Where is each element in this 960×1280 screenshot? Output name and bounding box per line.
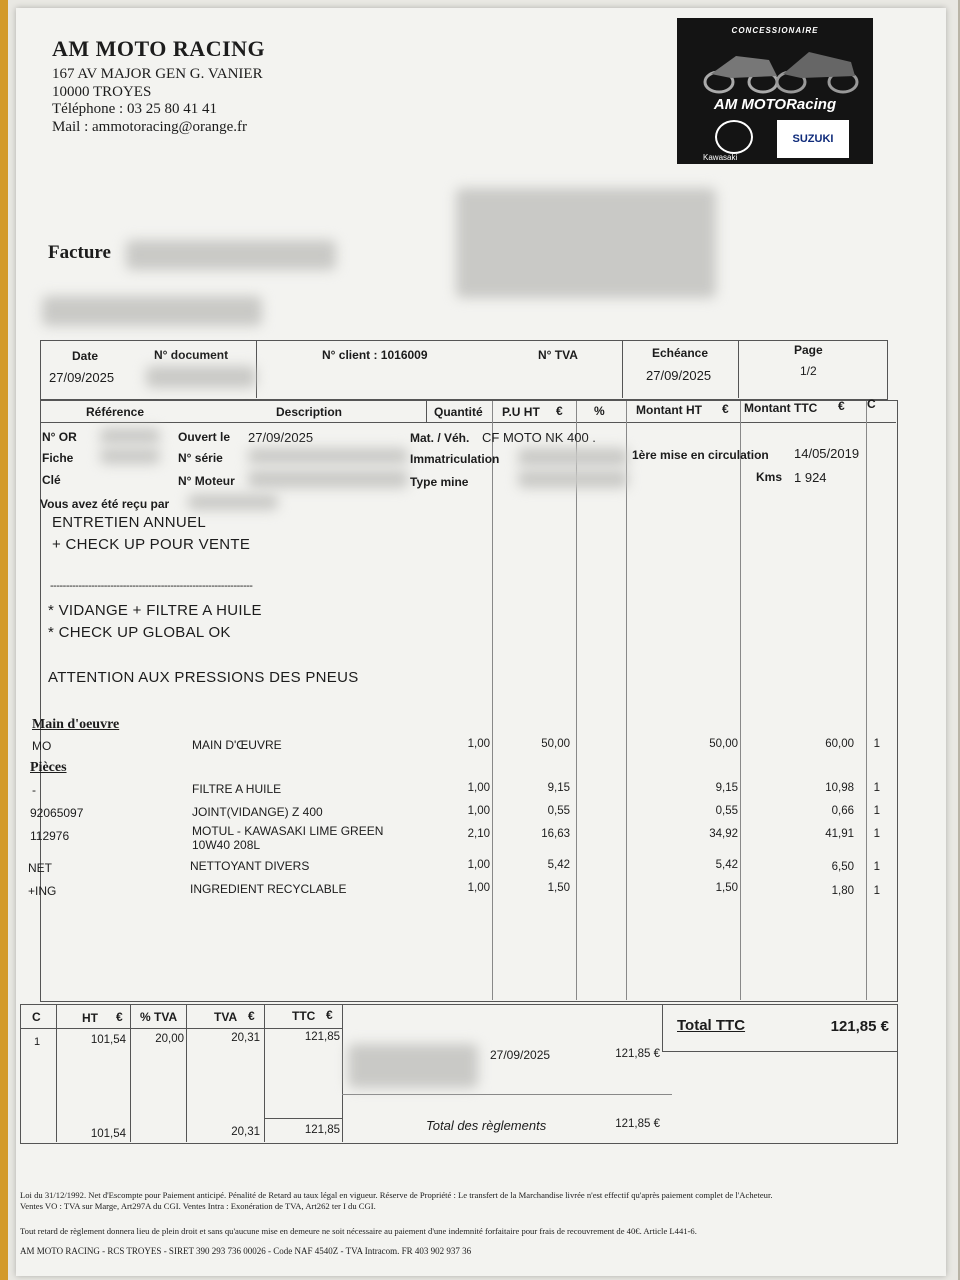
first-registration-label: 1ère mise en circulation [632,448,769,462]
item-ref: MO [32,739,52,753]
legal-notice [20,1190,900,1212]
grand-total-value: 121,85 € [830,1018,889,1035]
item-qty: 1,00 [467,782,490,794]
item-desc: INGREDIENT RECYCLABLE [190,882,347,896]
totals-c-label: C [32,1010,41,1024]
item-unit-price: 1,50 [547,882,570,894]
redacted-reference [42,296,262,326]
item-unit-price: 50,00 [541,738,570,750]
tva-number-label: N° TVA [538,348,578,362]
item-amount-ht: 9,15 [715,782,738,794]
col-montant-ht: Montant HT [636,403,702,417]
legal-line-1: Loi du 31/12/1992. Net d'Escompte pour Paiement anticipé. Pénalité de Retard au taux légal en vigueur. Réserve de Propriété : Le transfert de la Marchandise livrée n'est effectif qu'après paiement complet de l'Acheteur. [20,1190,773,1200]
redacted-customer-address [456,188,716,298]
item-unit-price: 5,42 [547,859,570,871]
item-unit-price: 16,63 [541,828,570,840]
totals-ttc-euro: € [326,1008,333,1022]
item-unit-price: 9,15 [547,782,570,794]
fiche-label: Fiche [42,451,74,465]
note-line-4: * CHECK UP GLOBAL OK [48,624,231,641]
note-line-2: + CHECK UP POUR VENTE [52,536,251,553]
opened-label: Ouvert le [178,430,231,444]
vat-row-tva: 20,31 [231,1032,260,1044]
item-qty: 2,10 [467,828,490,840]
item-amount-ht: 0,55 [715,805,738,817]
motorcycles-icon [691,42,861,94]
item-unit-price: 0,55 [547,805,570,817]
vehicle-model: CF MOTO NK 400 . [482,430,596,445]
vat-row-rate: 20,00 [155,1033,184,1045]
item-amount-ht: 34,92 [709,828,738,840]
company-phone: Téléphone : 03 25 80 41 41 [52,101,217,117]
received-by-label: Vous avez été reçu par [40,497,170,511]
item-ref: NET [28,861,52,875]
item-desc: FILTRE A HUILE [192,782,282,796]
key-label: Clé [42,473,61,487]
logo-kawasaki-text: Kawasaki [703,153,738,162]
item-amount-ttc: 41,91 [825,828,854,840]
item-desc: MAIN D'ŒUVRE [192,738,282,752]
section-labour: Main d'oeuvre [32,717,120,732]
item-code: 1 [873,861,880,873]
item-amount-ht: 5,42 [715,859,738,871]
col-montant-ttc: Montant TTC [744,401,818,415]
totals-ht-label: HT [82,1011,98,1025]
sum-ht: 101,54 [90,1128,126,1140]
col-percent: % [594,404,605,418]
totals-tva-euro: € [248,1009,255,1023]
col-description: Description [276,405,343,419]
kawasaki-emblem-icon [715,120,753,154]
grand-total-label: Total TTC [677,1017,746,1034]
item-amount-ttc: 1,80 [831,885,854,897]
item-qty: 1,00 [467,859,490,871]
item-amount-ttc: 60,00 [825,738,854,750]
vat-row-ttc: 121,85 [304,1031,340,1043]
col-pu-euro: € [556,404,563,418]
logo-dealer-text: CONCESSIONAIRE [731,26,819,35]
payment-date: 27/09/2025 [490,1048,551,1062]
redacted-document-number [146,366,256,388]
logo-suzuki-text: SUZUKI [777,120,849,158]
totals-ht-euro: € [116,1010,123,1024]
dealer-logo [677,18,873,164]
company-mail: Mail : ammotoracing@orange.fr [52,118,247,135]
company-address-line2: 10000 TROYES [52,83,152,100]
item-desc: MOTUL - KAWASAKI LIME GREEN [192,824,384,838]
doc-title: Facture [48,242,111,263]
first-registration-date: 14/05/2019 [794,446,860,461]
item-code: 1 [873,782,880,794]
item-amount-ttc: 6,50 [831,861,854,873]
item-qty: 1,00 [467,805,490,817]
totals-pct-tva-label: % TVA [140,1010,178,1024]
redacted-type-mine [518,470,628,488]
item-code: 1 [873,885,880,897]
item-desc-line2: 10W40 208L [192,838,261,852]
item-code: 1 [873,805,880,817]
sum-tva: 20,31 [231,1126,260,1138]
vehicle-label: Mat. / Véh. [410,431,470,445]
item-desc: NETTOYANT DIVERS [190,859,310,873]
item-desc-block [192,824,383,852]
item-desc: JOINT(VIDANGE) Z 400 [192,805,323,819]
col-reference: Référence [86,405,145,419]
invoice-page [16,8,946,1276]
totals-tva-label: TVA [214,1010,238,1024]
item-qty: 1,00 [467,738,490,750]
col-c: C [867,397,876,411]
col-ht-euro: € [722,402,729,416]
engine-number-label: N° Moteur [178,474,235,488]
vat-row-ht: 101,54 [90,1034,126,1046]
logo-brand-text: AM MOTORacing [713,96,837,113]
client-number: N° client : 1016009 [322,348,428,362]
item-qty: 1,00 [467,882,490,894]
type-mine-label: Type mine [410,475,469,489]
items-table [40,400,898,1002]
opened-date: 27/09/2025 [248,430,314,445]
item-code: 1 [873,828,880,840]
page-label: Page [794,343,823,357]
redacted-payment-method [348,1044,478,1088]
due-date: 27/09/2025 [646,368,712,383]
col-ttc-euro: € [838,399,845,413]
item-amount-ht: 1,50 [715,882,738,894]
section-parts: Pièces [30,760,67,775]
col-pu-ht: P.U HT [502,405,540,419]
or-number-label: N° OR [42,430,77,444]
item-ref: +ING [28,884,57,898]
vat-row-code: 1 [34,1036,41,1048]
document-number-label: N° document [154,348,229,362]
redacted-fiche [100,448,160,464]
redacted-registration [518,448,628,466]
kms-value: 1 924 [794,470,827,485]
note-separator: ---------------------------------------------------------------- [50,580,253,592]
item-amount-ttc: 10,98 [825,782,854,794]
redacted-engine-number [248,470,408,488]
date-label: Date [72,349,99,363]
kms-label: Kms [756,470,783,484]
redacted-received-by [188,494,278,510]
company-name: AM MOTO RACING [52,36,266,61]
totals-ttc-label: TTC [292,1009,316,1023]
invoice-date: 27/09/2025 [49,370,115,385]
payments-total-label: Total des règlements [426,1118,547,1133]
company-address [52,66,263,136]
col-quantite: Quantité [434,405,483,419]
item-code: 1 [873,738,880,750]
company-registration: AM MOTO RACING - RCS TROYES - SIRET 390 293 736 00026 - Code NAF 4540Z - TVA Intracom. FR 403 902 937 36 [20,1246,472,1256]
item-ref: 92065097 [30,806,84,820]
sum-ttc: 121,85 [304,1124,340,1136]
redacted-invoice-number [126,240,336,270]
grand-total-box [662,1004,898,1052]
payments-total-value: 121,85 € [615,1118,660,1130]
note-line-3: * VIDANGE + FILTRE A HUILE [48,602,262,619]
item-ref: 112976 [30,829,70,843]
item-ref: - [32,783,36,797]
page-number: 1/2 [800,364,817,378]
note-line-5: ATTENTION AUX PRESSIONS DES PNEUS [48,669,359,686]
redacted-or-number [100,428,160,444]
item-amount-ttc: 0,66 [831,805,854,817]
company-address-line1: 167 AV MAJOR GEN G. VANIER [52,66,263,82]
legal-line-3: Tout retard de règlement donnera lieu de plein droit et sans qu'aucune mise en demeure ne soit nécessaire au paiement d'une indemnité forfaitaire pour frais de recouvrement de 40€. Article L441-6. [20,1226,697,1236]
echeance-label: Echéance [652,346,709,360]
item-amount-ht: 50,00 [709,738,738,750]
redacted-serial [248,448,408,464]
serial-label: N° série [178,451,223,465]
note-line-1: ENTRETIEN ANNUEL [52,514,206,531]
payment-amount: 121,85 € [615,1048,660,1060]
registration-label: Immatriculation [410,452,500,466]
legal-line-2: Ventes VO : TVA sur Marge, Art297A du CGI. Ventes Intra : Exonération de TVA, Art262 ter I du CGI. [20,1201,376,1211]
